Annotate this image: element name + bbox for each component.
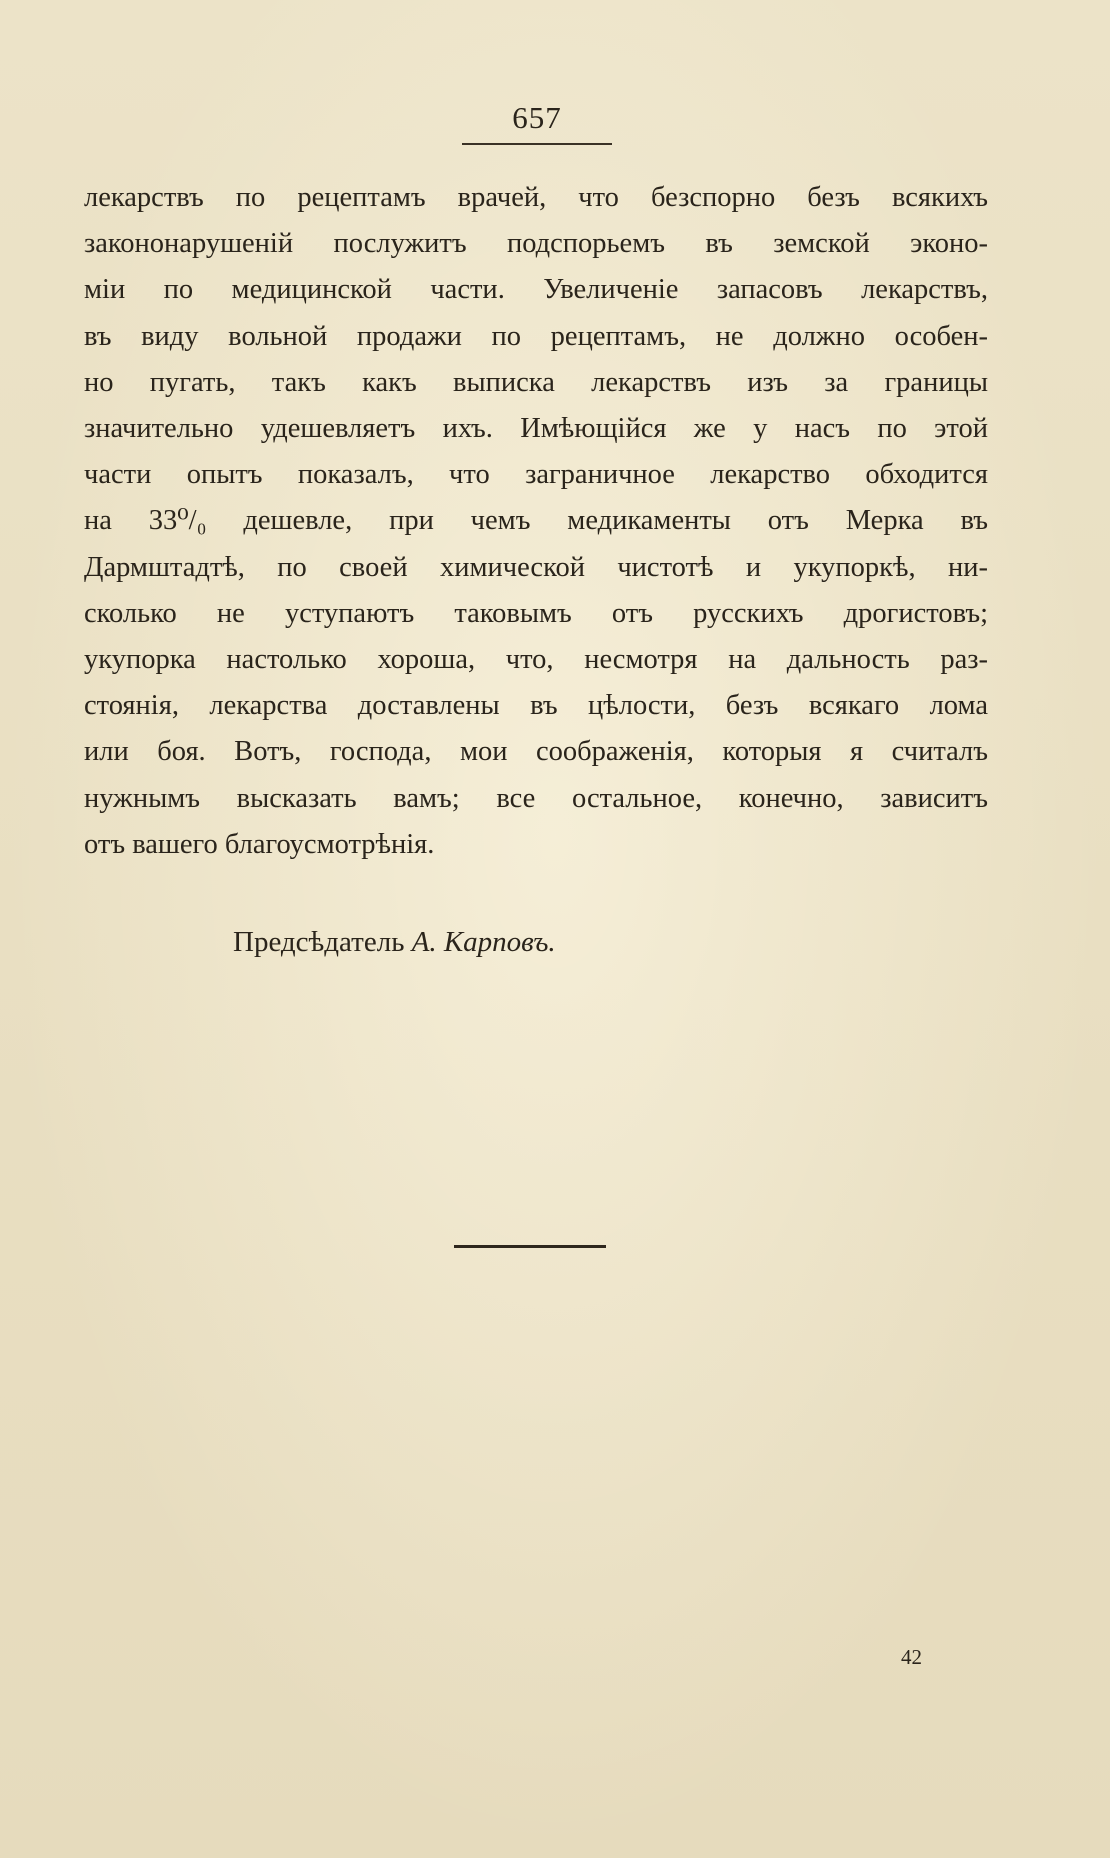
text-line: части опытъ показалъ, что заграничное лекарство обходится: [84, 459, 988, 491]
text-line: Дармштадтѣ, по своей химической чистотѣ и укупоркѣ, ни-: [84, 551, 988, 583]
signature-title: Предсѣдатель: [233, 926, 405, 958]
text-line: значительно удешевляетъ ихъ. Имѣющійся же у насъ по этой: [84, 413, 988, 445]
text-line: или боя. Вотъ, господа, мои соображенія, которыя я считалъ: [84, 736, 988, 768]
text-line: стоянія, лекарства доставлены въ цѣлости, безъ всякаго лома: [84, 690, 988, 722]
text-line: въ виду вольной продажи по рецептамъ, не должно особен-: [84, 320, 988, 352]
body-paragraph: [84, 175, 988, 868]
header-rule: [462, 143, 612, 145]
text-line: лекарствъ по рецептамъ врачей, что безспорно безъ всякихъ: [84, 182, 988, 213]
text-line: но пугать, такъ какъ выписка лекарствъ изъ за границы: [84, 366, 988, 398]
end-rule: [454, 1245, 606, 1248]
text-line: нужнымъ высказать вамъ; все остальное, конечно, зависитъ: [84, 782, 988, 814]
signature-name: А. Карповъ.: [411, 926, 556, 958]
text-line: отъ вашего благоусмотрѣнія.: [84, 828, 435, 860]
text-line: укупорка настолько хороша, что, несмотря на дальность раз-: [84, 644, 988, 676]
signature-block: [233, 926, 556, 959]
text-line: закононарушеній послужитъ подспорьемъ въ земской эконо-: [84, 228, 988, 260]
text-line: міи по медицинской части. Увеличеніе запасовъ лекарствъ,: [84, 274, 988, 306]
sheet-number: 42: [901, 1645, 922, 1669]
text-line: на 33⁰/₀ дешевле, при чемъ медикаменты отъ Мерка въ: [84, 505, 988, 537]
page-number: 657: [512, 100, 562, 135]
text-line: сколько не уступаютъ таковымъ отъ русскихъ дрогистовъ;: [84, 597, 988, 629]
